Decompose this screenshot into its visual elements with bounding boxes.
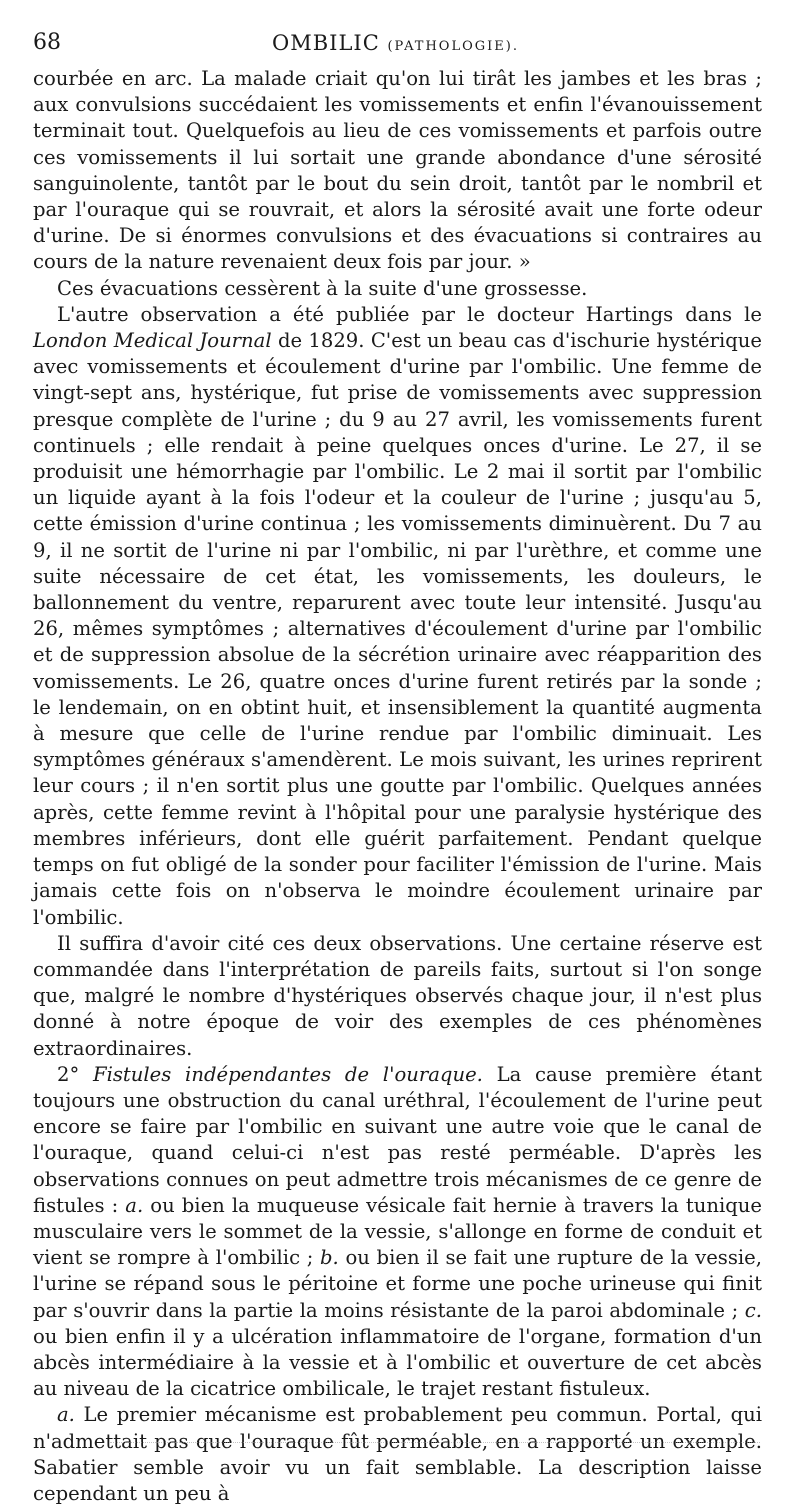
text-run: Le premier mécanisme est probablement peu commun. Portal, qui n'admettait pas que l'ouraque fût perméable, en a rapporté un exemple. Sabatier semble avoir vu un fait semblable. La description laisse cependant un peu à bbox=[33, 1403, 762, 1505]
italic-text: a. bbox=[125, 1193, 144, 1217]
text-run: courbée en arc. La malade criait qu'on lui tirât les jambes et les bras ; aux convulsions succédaient les vomissements et enfin l'évanouissement terminait tout. Quelquefois au lieu de ces vomissements et parfois outre ces vomissements il lui sortait une grande abondance d'une sérosité sanguinolente, tantôt par le bout du sein droit, tantôt par le nombril et par l'ouraque qui se rouvrait, et alors la sérosité avait une forte odeur d'urine. De si énormes convulsions et des évacuations si contraires au cours de la nature revenaient deux fois par jour. » bbox=[33, 67, 762, 274]
paragraph bbox=[33, 302, 762, 931]
running-title bbox=[33, 28, 758, 62]
text-run: Il suffira d'avoir cité ces deux observations. Une certaine réserve est commandée dans l'interprétation de pareils faits, surtout si l'on songe que, malgré le nombre d'hystériques observés chaque jour, il n'est plus donné à notre époque de voir des exemples de ces phénomènes extraordinaires. bbox=[33, 931, 762, 1060]
italic-text: a. bbox=[57, 1403, 75, 1427]
paragraph bbox=[33, 1062, 762, 1403]
text-run: Ces évacuations cessèrent à la suite d'une grossesse. bbox=[57, 276, 588, 300]
paragraph bbox=[33, 276, 762, 302]
text-run: ou bien il se fait une rupture de la vessie, l'urine se répand sous le péritoine et forme une poche urineuse qui finit par s'ouvrir dans la partie la moins résistante de la paroi abdominale ; bbox=[33, 1246, 762, 1322]
text-run: La cause première étant toujours une obstruction du canal uréthral, l'écoulement de l'urine peut encore se faire par l'ombilic en suivant une autre voie que le canal de l'ouraque, quand celui-ci n'est pas resté perméable. D'après les observations connues on peut admettre trois mécanismes de ce genre de fistules : bbox=[33, 1062, 762, 1217]
italic-text: Fistules indépendantes de l'ouraque. bbox=[93, 1062, 483, 1086]
running-header bbox=[33, 28, 758, 58]
text-run: de 1829. C'est un beau cas d'ischurie hystérique avec vomissements et écoulement d'urine par l'ombilic. Une femme de vingt-sept ans, hystérique, fut prise de vomissements avec suppression presque complète de l'urine ; du 9 au 27 avril, les vomissements furent continuels ; elle rendait à peine quelques onces d'urine. Le 27, il se produisit une hémorrhagie par l'ombilic. Le 2 mai il sortit par l'ombilic un liquide ayant à la fois l'odeur et la couleur de l'urine ; jusqu'au 5, cette émission d'urine continua ; les vomissements diminuèrent. Du 7 au 9, il ne sortit de l'urine ni par l'ombilic, ni par l'urèthre, et comme une suite nécessaire de cet état, les vomissements, les douleurs, le ballonnement du ventre, reparurent avec toute leur intensité. Jusqu'au 26, mêmes symptômes ; alternatives d'écoulement d'urine par l'ombilic et de suppression absolue de la sécrétion urinaire avec réapparition des vomissements. Le 26, quatre onces d'urine furent retirés par la sonde ; le lendemain, on en obtint huit, et insensiblement la quantité augmenta à mesure que celle de l'urine rendue par l'ombilic diminuait. Les symptômes généraux s'amendèrent. Le mois suivant, les urines reprirent leur cours ; il n'en sortit plus une goutte par l'ombilic. Quelques années après, cette femme revint à l'hôpital pour une paralysie hystérique des membres inférieurs, dont elle guérit parfaitement. Pendant quelque temps on fut obligé de la sonder pour faciliter l'émission de l'urine. Mais jamais cette fois on n'observa le moindre écoulement urinaire par l'ombilic. bbox=[33, 329, 762, 929]
running-title-main: OMBILIC bbox=[272, 31, 380, 55]
footer-rule bbox=[110, 1442, 760, 1443]
body-text bbox=[33, 66, 762, 1507]
italic-text: b. bbox=[320, 1246, 339, 1270]
text-run: L'autre observation a été publiée par le docteur Hartings dans le bbox=[57, 302, 762, 326]
paragraph bbox=[33, 1402, 762, 1507]
italic-text: c. bbox=[744, 1298, 762, 1322]
text-run: 2° bbox=[57, 1062, 93, 1086]
text-run: ou bien la muqueuse vésicale fait hernie à travers la tunique musculaire vers le sommet de la vessie, s'allonge en forme de conduit et vient se rompre à l'ombilic ; bbox=[33, 1193, 762, 1270]
paragraph bbox=[33, 931, 762, 1062]
page-number: 68 bbox=[33, 30, 61, 55]
text-run: ou bien enfin il y a ulcération inflammatoire de l'organe, formation d'un abcès intermédiaire à la vessie et à l'ombilic et ouverture de cet abcès au niveau de la cicatrice ombilicale, le trajet restant fistuleux. bbox=[33, 1324, 762, 1401]
italic-text: London Medical Journal bbox=[33, 329, 272, 353]
running-title-sub: (PATHOLOGIE). bbox=[387, 39, 519, 54]
paragraph bbox=[33, 66, 762, 276]
